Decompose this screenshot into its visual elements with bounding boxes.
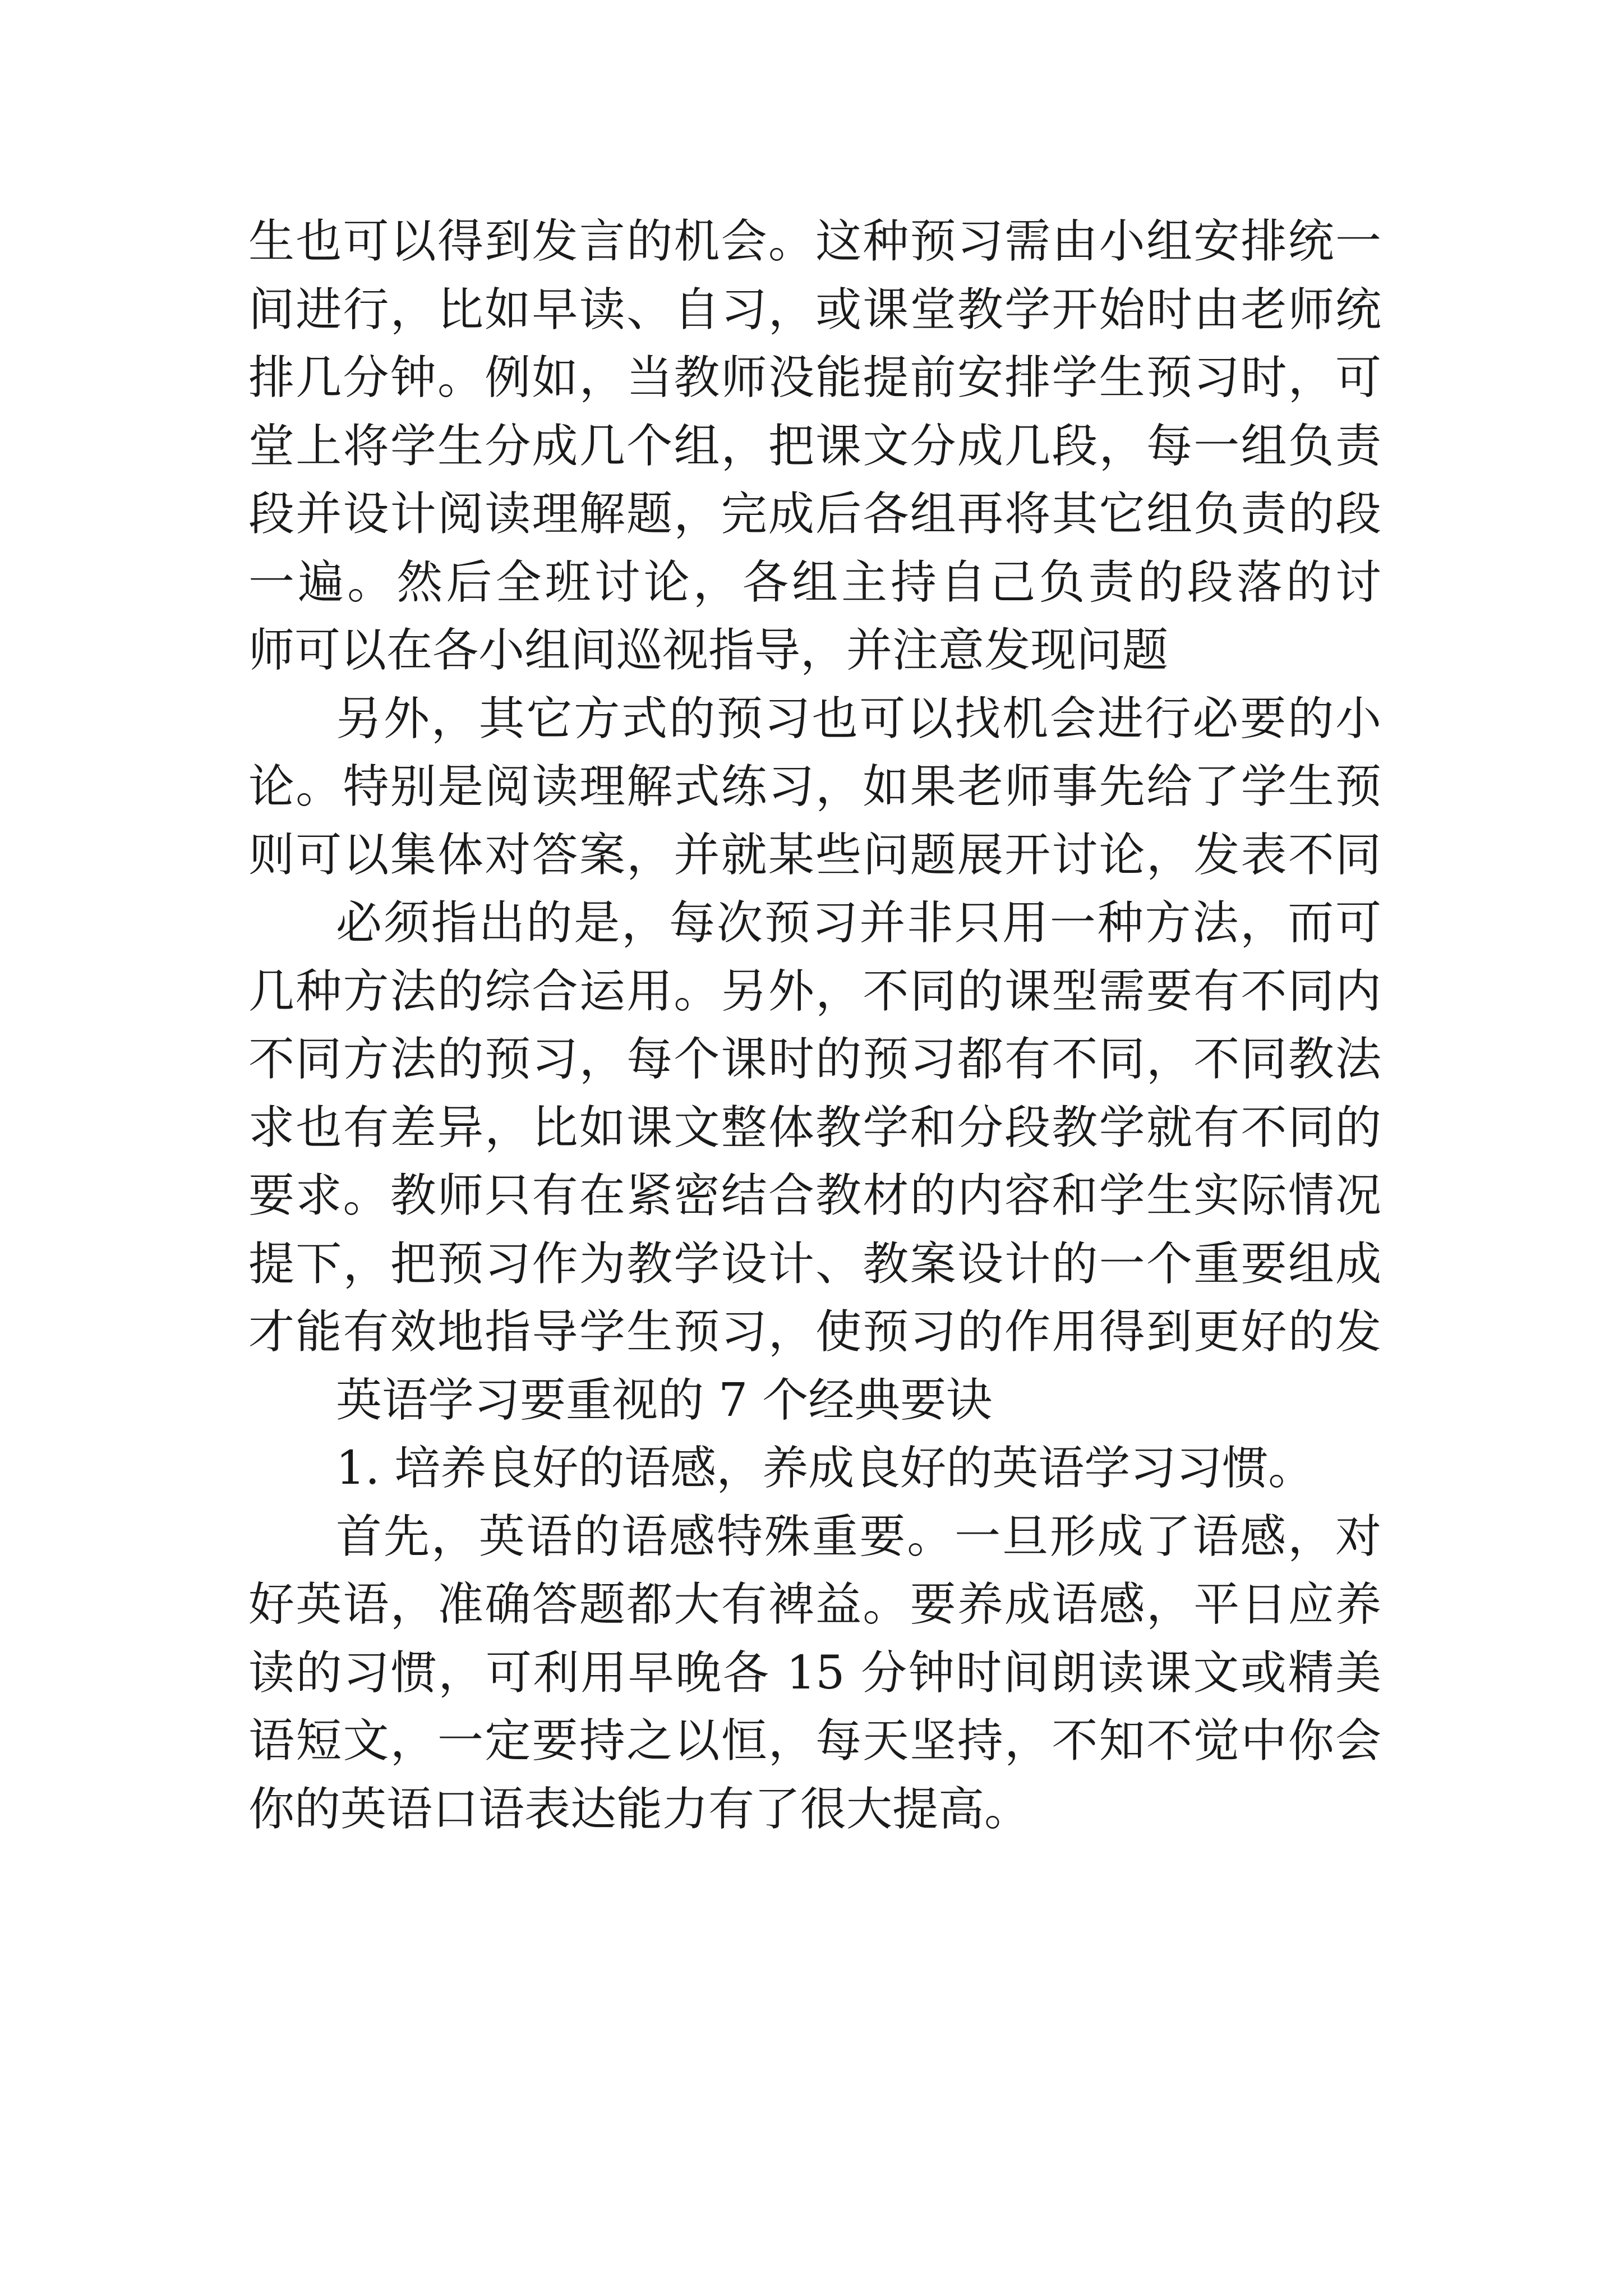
text-line: 不同方法的预习，每个课时的预习都有不同，不同教法 xyxy=(248,1033,1381,1086)
text-line: 要求。教师只有在紧密结合教材的内容和学生实际情况 xyxy=(248,1169,1381,1222)
text-line: 语短文，一定要持之以恒，每天坚持，不知不觉中你会 xyxy=(248,1714,1381,1768)
text-line: 师可以在各小组间巡视指导，并注意发现问题 xyxy=(248,624,1169,677)
text-line: 另外，其它方式的预习也可以找机会进行必要的小 xyxy=(336,692,1381,746)
text-line: 英语学习要重视的 7 个经典要诀 xyxy=(336,1373,993,1427)
text-line: 堂上将学生分成几个组，把课文分成几段，每一组负责 xyxy=(248,419,1381,473)
text-line: 几种方法的综合运用。另外，不同的课型需要有不同内 xyxy=(248,964,1381,1018)
text-line: 你的英语口语表达能力有了很大提高。 xyxy=(248,1782,1031,1836)
text-line: 间进行，比如早读、自习，或课堂教学开始时由老师统 xyxy=(248,283,1381,337)
text-line: 1. 培养良好的语感，养成良好的英语学习习惯。 xyxy=(336,1442,1315,1495)
text-line: 必须指出的是，每次预习并非只用一种方法，而可 xyxy=(336,896,1381,950)
text-line: 好英语，准确答题都大有裨益。要养成语感，平日应养 xyxy=(248,1578,1381,1631)
text-line: 读的习惯，可利用早晚各 15 分钟时间朗读课文或精美 xyxy=(248,1646,1381,1700)
text-line: 首先，英语的语感特殊重要。一旦形成了语感，对 xyxy=(336,1510,1381,1563)
text-line: 求也有差异，比如课文整体教学和分段教学就有不同的 xyxy=(248,1101,1381,1154)
text-line: 生也可以得到发言的机会。这种预习需由小组安排统一 xyxy=(248,215,1381,268)
text-line: 则可以集体对答案，并就某些问题展开讨论，发表不同 xyxy=(248,828,1381,882)
text-line: 一遍。然后全班讨论，各组主持自己负责的段落的讨 xyxy=(248,555,1381,609)
text-line: 段并设计阅读理解题，完成后各组再将其它组负责的段 xyxy=(248,487,1381,541)
document-body xyxy=(248,208,1381,1843)
text-line: 才能有效地指导学生预习，使预习的作用得到更好的发 xyxy=(248,1305,1381,1359)
text-line: 论。特别是阅读理解式练习，如果老师事先给了学生预 xyxy=(248,760,1381,813)
text-line: 提下，把预习作为教学设计、教案设计的一个重要组成 xyxy=(248,1237,1381,1291)
text-line: 排几分钟。例如，当教师没能提前安排学生预习时，可 xyxy=(248,351,1381,404)
